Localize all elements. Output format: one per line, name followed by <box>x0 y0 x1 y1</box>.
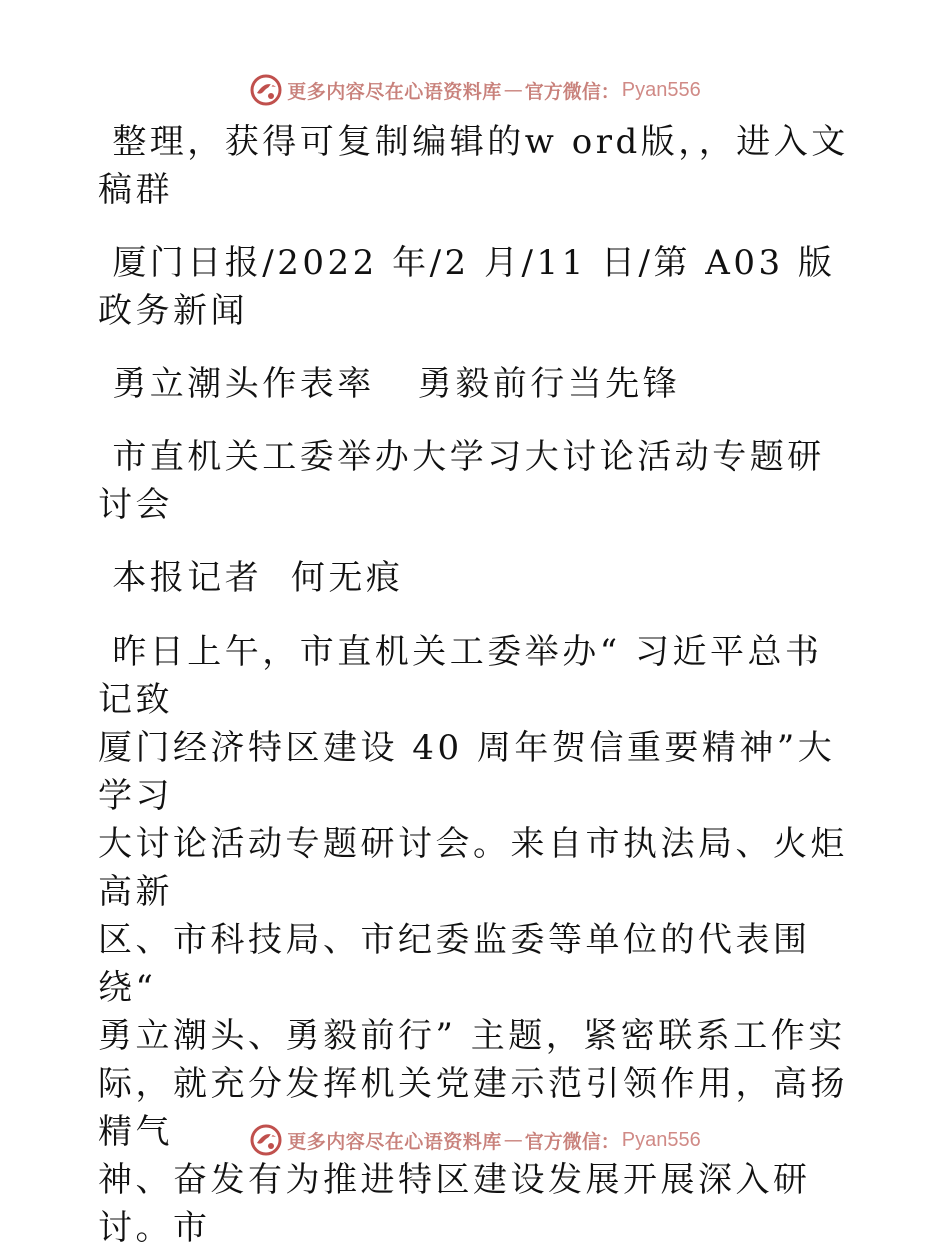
intro-note: 整理，获得可复制编辑的w ord版，，进入文稿群 <box>98 122 849 210</box>
watermark-wechat-id: Pyan556 <box>621 78 701 101</box>
red-swirl-logo-icon <box>249 73 283 107</box>
watermark-wechat-id: Pyan556 <box>621 1128 701 1151</box>
body-line: 际，就充分发挥机关党建示范引领作用，高扬精气 <box>98 1064 848 1152</box>
footer-watermark <box>0 1120 950 1160</box>
header-watermark <box>0 70 950 110</box>
red-swirl-logo-icon <box>249 1123 283 1157</box>
document-body <box>98 118 858 1252</box>
body-line: 神、奋发有为推进特区建设发展开展深入研讨。市 <box>98 1160 811 1248</box>
watermark-wechat-label: 官方微信： <box>524 1130 620 1153</box>
body-line: 大讨论活动专题研讨会。来自市执法局、火炬高新 <box>98 824 848 912</box>
watermark-wechat-label: 官方微信： <box>524 80 620 103</box>
watermark-dash: — <box>503 79 523 101</box>
body-line: 区、市科技局、市纪委监委等单位的代表围绕“ <box>98 920 811 1008</box>
byline: 本报记者 何无痕 <box>98 558 404 598</box>
article-subheadline: 市直机关工委举办大学习大讨论活动专题研讨会 <box>98 437 825 525</box>
watermark-main-text: 更多内容尽在心语资料库 <box>287 80 502 103</box>
watermark-main-text: 更多内容尽在心语资料库 <box>287 1130 502 1153</box>
article-headline: 勇立潮头作表率 勇毅前行当先锋 <box>98 364 681 404</box>
source-line: 厦门日报/2022 年/2 月/11 日/第 A03 版政务新闻 <box>98 243 836 331</box>
watermark-dash: — <box>503 1129 523 1151</box>
body-line: 昨日上午，市直机关工委举办“ 习近平总书记致 <box>98 632 823 720</box>
body-line: 勇立潮头、勇毅前行” 主题，紧密联系工作实 <box>98 1016 846 1056</box>
body-line: 厦门经济特区建设 40 周年贺信重要精神”大学习 <box>98 728 836 816</box>
